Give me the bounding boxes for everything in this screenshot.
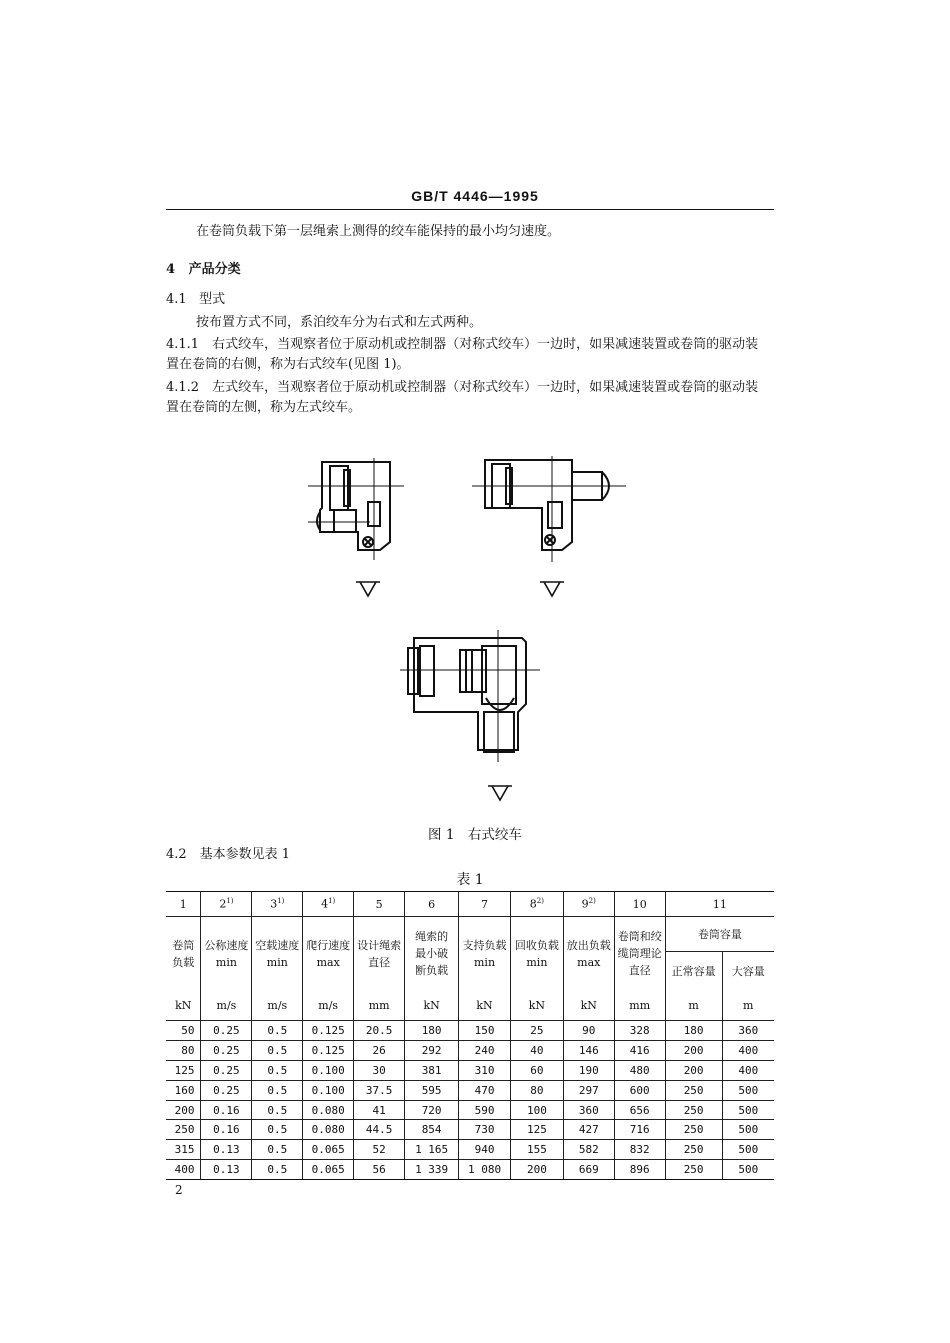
unit-cell: kN [166,990,201,1021]
table-cell: 1 080 [459,1160,511,1180]
table-cell: 250 [665,1120,722,1140]
table-cell: 832 [614,1140,665,1160]
table-cell: 250 [665,1160,722,1180]
table-cell: 1 165 [405,1140,459,1160]
section-4-1-body: 按布置方式不同，系泊绞车分为右式和左式两种。 [196,315,483,330]
table-cell: 0.5 [252,1160,303,1180]
table-cell: 0.13 [201,1140,252,1160]
unit-cell: m/s [201,990,252,1021]
standard-header: GB/T 4446—1995 [411,188,539,204]
col-header-large-capacity: 大容量 [722,952,774,991]
table-cell: 310 [459,1060,511,1080]
intro-line: 在卷筒负载下第一层绳索上测得的绞车能保持的最小均匀速度。 [196,224,561,239]
table-row [166,1140,774,1160]
winch-diagram-right [485,460,609,550]
col-number-9: 9$^{2)}$ [563,892,614,917]
table-cell: 0.125 [303,1021,354,1041]
section-4-1-2-line2: 置在卷筒的左侧，称为左式绞车。 [166,400,362,415]
table-row [166,1100,774,1120]
col-number-2: 2$^{1)}$ [201,892,252,917]
table-cell: 0.5 [252,1040,303,1060]
table-cell: 0.080 [303,1120,354,1140]
table-cell: 360 [563,1100,614,1120]
table-cell: 155 [510,1140,563,1160]
table-cell: 25 [510,1021,563,1041]
col-number-7: 7 [459,892,511,917]
col-header-drum-diameter: 卷筒和绞缆筒理论直径 [614,917,665,991]
table-cell: 470 [459,1080,511,1100]
table-cell: 381 [405,1060,459,1080]
table-cell: 250 [166,1120,201,1140]
table-cell: 0.5 [252,1120,303,1140]
section-4-1-number: 4.1 [166,292,187,307]
table-cell: 0.100 [303,1060,354,1080]
table-cell: 90 [563,1021,614,1041]
table-row [166,1120,774,1140]
table-cell: 80 [510,1080,563,1100]
table-cell: 146 [563,1040,614,1060]
table-row [166,1021,774,1041]
table-cell: 200 [510,1160,563,1180]
section-4-1-1-line2: 置在卷筒的右侧，称为右式绞车(见图 1)。 [166,357,410,372]
table-cell: 0.5 [252,1021,303,1041]
table-cell: 600 [614,1080,665,1100]
table-row [166,1160,774,1180]
table-cell: 500 [722,1160,774,1180]
col-number-1: 1 [166,892,201,917]
col-header-normal-capacity: 正常容量 [665,952,722,991]
table-cell: 40 [510,1040,563,1060]
table-row [166,1040,774,1060]
table-cell: 0.25 [201,1021,252,1041]
table-cell: 940 [459,1140,511,1160]
column-name-row [166,917,774,952]
table-cell: 0.13 [201,1160,252,1180]
table-cell: 0.065 [303,1140,354,1160]
table-cell: 500 [722,1100,774,1120]
table-cell: 416 [614,1040,665,1060]
table-cell: 200 [166,1100,201,1120]
table-cell: 200 [665,1040,722,1060]
table-cell: 0.16 [201,1100,252,1120]
col-header-recovery-load: 回收负载 min [510,917,563,991]
figure-1-caption: 图 1 右式绞车 [428,827,522,843]
table-cell: 480 [614,1060,665,1080]
view-arrow-center [492,786,508,800]
table-cell: 200 [665,1060,722,1080]
table-cell: 50 [166,1021,201,1041]
col-header-idle-speed: 空载速度 min [252,917,303,991]
table-cell: 100 [510,1100,563,1120]
table-cell: 0.125 [303,1040,354,1060]
column-number-row [166,892,774,917]
section-4-1-2-line1: 4.1.2 左式绞车，当观察者位于原动机或控制器（对称式绞车）一边时，如果减速装置或卷筒的驱动装 [166,380,759,395]
page-number: 2 [175,1183,183,1197]
table-cell: 0.5 [252,1060,303,1080]
table-cell: 590 [459,1100,511,1120]
table-row [166,1060,774,1080]
table-cell: 37.5 [354,1080,405,1100]
table-cell: 180 [665,1021,722,1041]
table-cell: 180 [405,1021,459,1041]
table-cell: 30 [354,1060,405,1080]
unit-cell: m [722,990,774,1021]
unit-cell: mm [354,990,405,1021]
table-cell: 0.065 [303,1160,354,1180]
section-4-title: 产品分类 [188,262,241,277]
view-arrow-left [360,582,376,596]
col-header-creep-speed: 爬行速度 max [303,917,354,991]
table-cell: 730 [459,1120,511,1140]
table-cell: 125 [166,1060,201,1080]
table-cell: 0.25 [201,1060,252,1080]
unit-row [166,990,774,1021]
section-4-heading [166,258,241,277]
table-cell: 240 [459,1040,511,1060]
table-cell: 26 [354,1040,405,1060]
table-cell: 297 [563,1080,614,1100]
table-cell: 44.5 [354,1120,405,1140]
unit-cell: m/s [252,990,303,1021]
table-cell: 190 [563,1060,614,1080]
table-cell: 656 [614,1100,665,1120]
col-number-4: 4$^{1)}$ [303,892,354,917]
table-cell: 125 [510,1120,563,1140]
table-cell: 1 339 [405,1160,459,1180]
table-cell: 292 [405,1040,459,1060]
table-cell: 720 [405,1100,459,1120]
table-cell: 160 [166,1080,201,1100]
table-cell: 500 [722,1120,774,1140]
col-number-11: 11 [665,892,774,917]
table-cell: 0.080 [303,1100,354,1120]
table-cell: 360 [722,1021,774,1041]
col-header-rope-diameter: 设计绳索直径 [354,917,405,991]
unit-cell: m/s [303,990,354,1021]
table-cell: 500 [722,1080,774,1100]
section-4-1-heading [166,290,225,310]
table-cell: 250 [665,1140,722,1160]
section-4-number: 4 [166,262,176,277]
unit-cell: kN [459,990,511,1021]
table-cell: 896 [614,1160,665,1180]
table-cell: 854 [405,1120,459,1140]
col-number-3: 3$^{1)}$ [252,892,303,917]
winch-diagram-left [317,462,390,550]
figure-1-winch-diagrams [300,450,650,820]
unit-cell: kN [563,990,614,1021]
parameters-table [166,891,774,1180]
table-cell: 80 [166,1040,201,1060]
table-cell: 582 [563,1140,614,1160]
table-cell: 0.5 [252,1140,303,1160]
table-cell: 20.5 [354,1021,405,1041]
unit-cell: kN [510,990,563,1021]
table-cell: 52 [354,1140,405,1160]
table-cell: 595 [405,1080,459,1100]
table-cell: 315 [166,1140,201,1160]
table-cell: 0.16 [201,1120,252,1140]
col-header-drum-load: 卷筒负载 [166,917,201,991]
col-header-drum-capacity: 卷筒容量 [665,917,774,952]
table-row [166,1080,774,1100]
table-cell: 669 [563,1160,614,1180]
table-cell: 716 [614,1120,665,1140]
header-rule [166,209,774,210]
col-header-nominal-speed: 公称速度 min [201,917,252,991]
table-cell: 0.25 [201,1040,252,1060]
table-cell: 0.5 [252,1100,303,1120]
table-cell: 500 [722,1140,774,1160]
table-cell: 150 [459,1021,511,1041]
table-body [166,1021,774,1180]
col-header-payout-load: 放出负载 max [563,917,614,991]
unit-cell: kN [405,990,459,1021]
section-4-1-title: 型式 [199,292,226,307]
col-header-holding-load: 支持负载 min [459,917,511,991]
section-4-1-1-line1: 4.1.1 右式绞车，当观察者位于原动机或控制器（对称式绞车）一边时，如果减速装置或卷筒的驱动装 [166,337,759,352]
table-cell: 0.25 [201,1080,252,1100]
section-4-2-line: 4.2 基本参数见表 1 [166,847,291,862]
table-cell: 0.5 [252,1080,303,1100]
col-header-min-breaking-load: 绳索的最小破断负载 [405,917,459,991]
table-cell: 56 [354,1160,405,1180]
table-cell: 427 [563,1120,614,1140]
table-cell: 60 [510,1060,563,1080]
unit-cell: mm [614,990,665,1021]
winch-diagram-center [408,638,526,752]
col-number-5: 5 [354,892,405,917]
table-1-title: 表 1 [456,872,484,888]
table-cell: 400 [722,1060,774,1080]
table-cell: 250 [665,1080,722,1100]
table-cell: 41 [354,1100,405,1120]
col-number-10: 10 [614,892,665,917]
col-number-6: 6 [405,892,459,917]
table-cell: 250 [665,1100,722,1120]
unit-cell: m [665,990,722,1021]
table-cell: 400 [166,1160,201,1180]
table-cell: 0.100 [303,1080,354,1100]
table-cell: 400 [722,1040,774,1060]
view-arrow-right [544,582,560,596]
col-number-8: 8$^{2)}$ [510,892,563,917]
table-cell: 328 [614,1021,665,1041]
